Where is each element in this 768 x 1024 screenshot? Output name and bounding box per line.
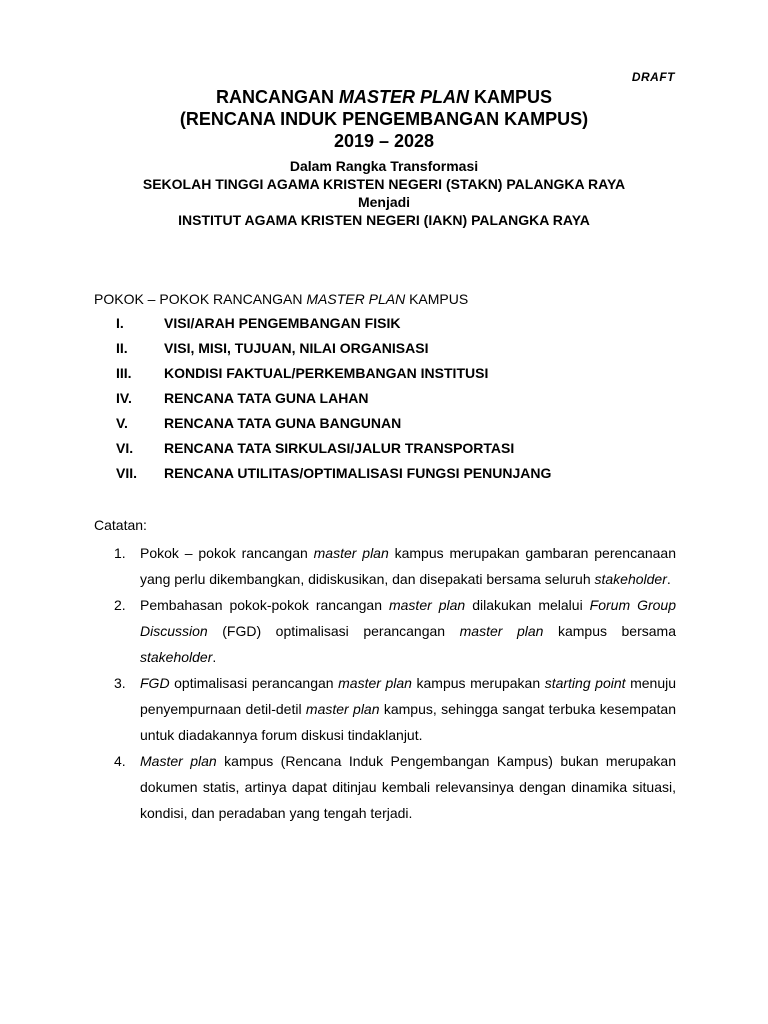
note-item xyxy=(94,748,676,826)
context-line-4: INSTITUT AGAMA KRISTEN NEGERI (IAKN) PALANGKA RAYA xyxy=(178,212,590,228)
outline-item-number: IV. xyxy=(116,390,132,406)
note-text-run: Pokok – pokok rancangan xyxy=(140,545,314,561)
note-item xyxy=(94,592,676,670)
outline-item xyxy=(94,464,684,489)
outline-item xyxy=(94,439,684,464)
outline-list xyxy=(94,314,684,489)
note-item-text xyxy=(140,540,676,592)
outline-heading-prefix: POKOK – POKOK RANCANGAN xyxy=(94,291,307,307)
notes-heading: Catatan: xyxy=(94,517,147,533)
context-line-3: Menjadi xyxy=(357,194,411,210)
note-item-number: 3. xyxy=(114,675,126,691)
outline-item-number: II. xyxy=(116,340,128,356)
note-text-run: menuju penyempurnaan detil-detil xyxy=(140,675,677,717)
note-emphasis: stakeholder xyxy=(140,649,213,665)
outline-item-label: VISI, MISI, TUJUAN, NILAI ORGANISASI xyxy=(164,340,429,356)
note-emphasis: Master plan xyxy=(140,753,217,769)
outline-heading-emphasis: MASTER PLAN xyxy=(306,291,406,307)
outline-item xyxy=(94,364,684,389)
note-item-text xyxy=(140,670,676,748)
outline-item xyxy=(94,314,684,339)
note-item-number: 2. xyxy=(114,597,126,613)
note-text-run: kampus bersama xyxy=(543,623,676,639)
note-item-text xyxy=(140,748,676,826)
outline-heading-suffix: KAMPUS xyxy=(405,291,469,307)
note-item xyxy=(94,670,676,748)
note-item-text xyxy=(140,592,676,670)
document-title-emphasis: MASTER PLAN xyxy=(338,87,469,107)
outline-item xyxy=(94,389,684,414)
note-emphasis: starting point xyxy=(544,675,626,691)
note-text-run: optimalisasi perancangan xyxy=(169,675,339,691)
document-subtitle: (RENCANA INDUK PENGEMBANGAN KAMPUS) xyxy=(179,109,589,129)
note-emphasis: master plan xyxy=(459,623,544,639)
outline-item xyxy=(94,414,684,439)
document-title-suffix: KAMPUS xyxy=(468,87,552,107)
outline-item xyxy=(94,339,684,364)
note-emphasis: stakeholder xyxy=(594,571,667,587)
notes-section xyxy=(94,516,676,826)
draft-label: DRAFT xyxy=(631,70,675,84)
note-item-number: 4. xyxy=(114,753,126,769)
outline-item-number: III. xyxy=(116,365,132,381)
outline-item-number: VI. xyxy=(116,440,134,456)
outline-item-label: RENCANA UTILITAS/OPTIMALISASI FUNGSI PENUNJANG xyxy=(164,465,552,481)
document-title xyxy=(0,86,768,108)
note-text-run: kampus merupakan xyxy=(411,675,545,691)
outline-item-label: RENCANA TATA SIRKULASI/JALUR TRANSPORTASI xyxy=(164,440,515,456)
outline-item-label: VISI/ARAH PENGEMBANGAN FISIK xyxy=(164,315,401,331)
document-header xyxy=(0,86,768,229)
outline-item-number: VII. xyxy=(116,465,138,481)
document-title-prefix: RANCANGAN xyxy=(215,87,339,107)
note-emphasis: Forum Group Discussion xyxy=(140,597,676,639)
note-text-run: kampus merupakan gambaran perencanaan yang perlu dikembangkan, didiskusikan, dan disepakati bersama seluruh xyxy=(140,545,676,587)
outline-item-label: RENCANA TATA GUNA BANGUNAN xyxy=(164,415,402,431)
outline-item-number: V. xyxy=(116,415,128,431)
outline-heading xyxy=(94,290,684,308)
note-emphasis: master plan xyxy=(305,701,380,717)
note-emphasis: master plan xyxy=(388,597,466,613)
note-text-run: Pembahasan pokok-pokok rancangan xyxy=(140,597,389,613)
note-text-run: . xyxy=(212,649,217,665)
note-emphasis: FGD xyxy=(140,675,170,691)
note-text-run: dilakukan melalui xyxy=(465,597,590,613)
note-text-run: (FGD) optimalisasi perancangan xyxy=(207,623,460,639)
note-emphasis: master plan xyxy=(338,675,412,691)
note-text-run: kampus (Rencana Induk Pengembangan Kampus) bukan merupakan dokumen statis, artinya dapat ditinjau kembali relevansinya dengan dinamika situasi, kondisi, dan peradaban yang tengah terjadi. xyxy=(140,753,676,821)
note-item-number: 1. xyxy=(114,545,126,561)
notes-list xyxy=(94,540,676,826)
outline-item-label: KONDISI FAKTUAL/PERKEMBANGAN INSTITUSI xyxy=(164,365,489,381)
context-line-2: SEKOLAH TINGGI AGAMA KRISTEN NEGERI (STAKN) PALANGKA RAYA xyxy=(142,176,626,192)
outline-item-label: RENCANA TATA GUNA LAHAN xyxy=(164,390,369,406)
note-text-run: . xyxy=(666,571,671,587)
note-item xyxy=(94,540,676,592)
outline-section xyxy=(94,290,684,489)
note-text-run: kampus, sehingga sangat terbuka kesempatan untuk diadakannya forum diskusi tindaklanjut. xyxy=(140,701,676,743)
note-emphasis: master plan xyxy=(313,545,389,561)
outline-item-number: I. xyxy=(116,315,124,331)
document-period: 2019 – 2028 xyxy=(333,131,435,151)
context-line-1: Dalam Rangka Transformasi xyxy=(289,158,479,174)
